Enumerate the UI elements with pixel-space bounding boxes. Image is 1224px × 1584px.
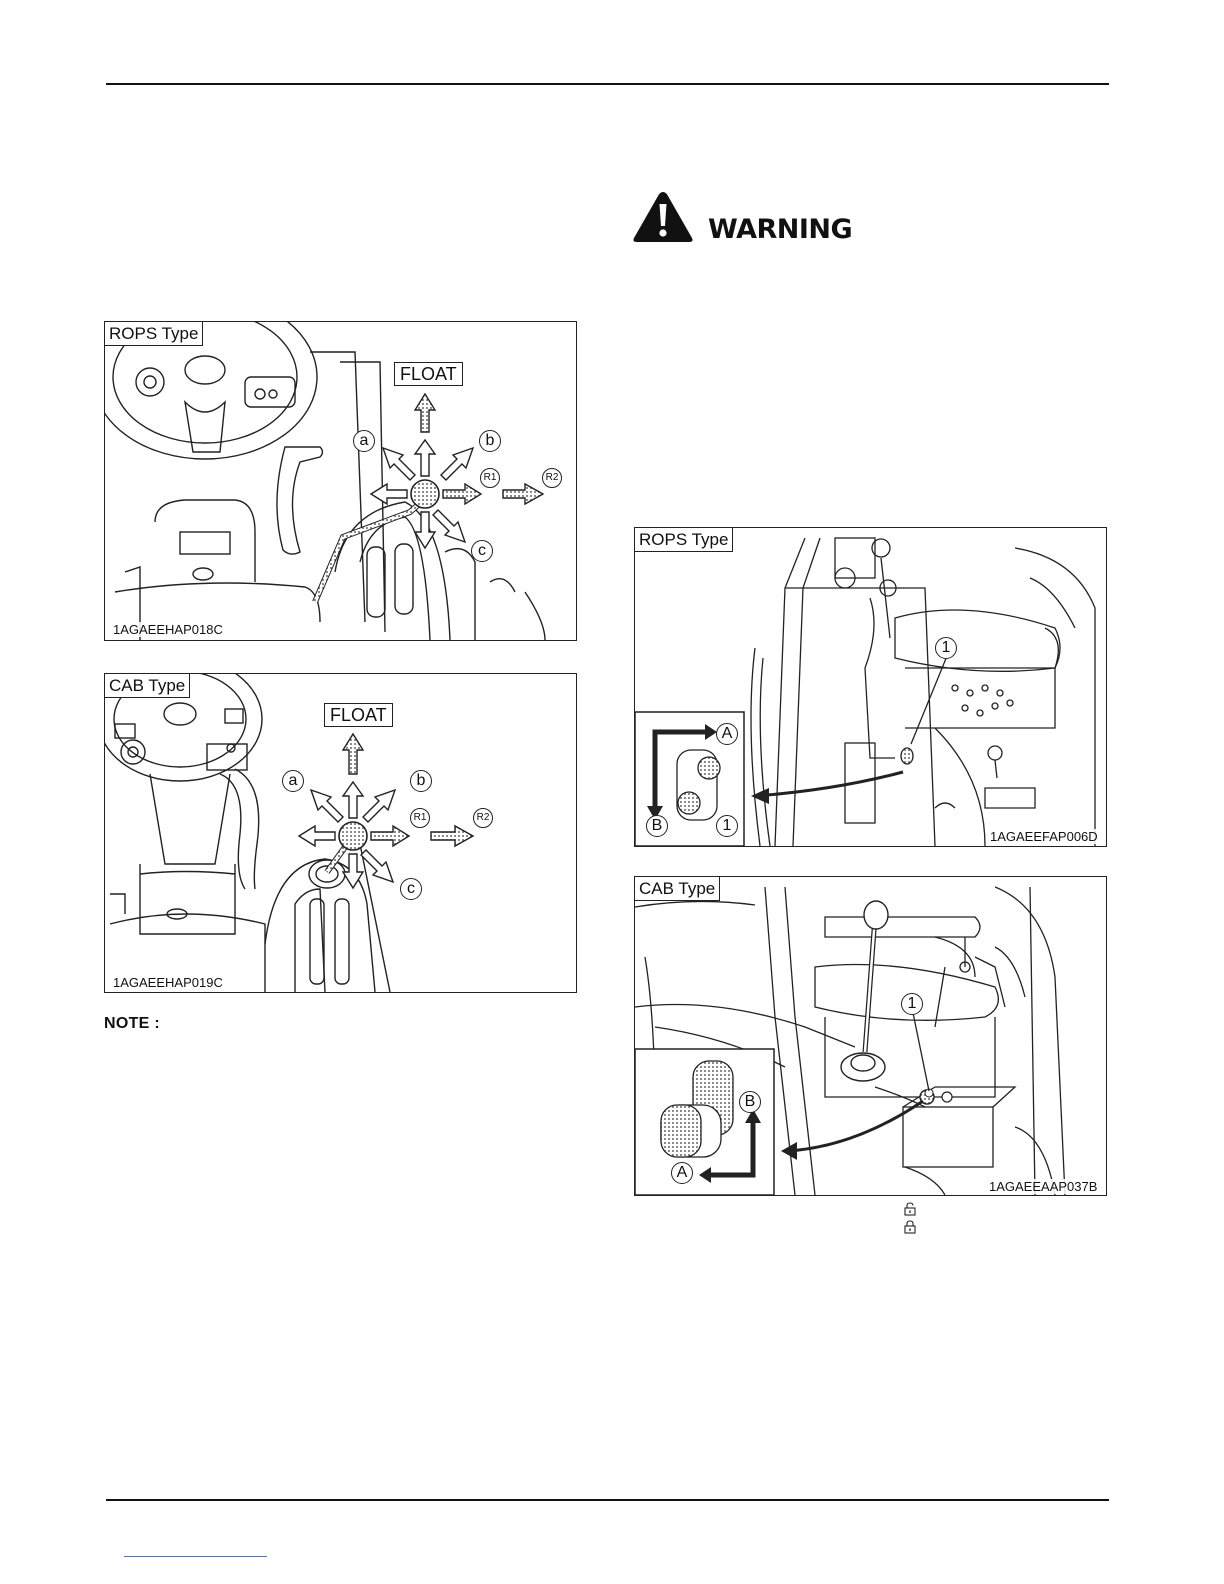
callout-1-marker: 1 <box>935 637 957 659</box>
position-r2-marker: R2 <box>542 468 562 488</box>
lock-icon <box>904 1220 916 1234</box>
figure-rops-lock <box>634 527 1107 847</box>
figure-tag: CAB Type <box>105 674 190 698</box>
figure-code: 1AGAEEHAP019C <box>113 975 223 990</box>
position-a-marker: a <box>282 770 304 792</box>
figure-rops-lever <box>104 321 577 641</box>
position-c-marker: c <box>400 878 422 900</box>
position-b-marker: b <box>410 770 432 792</box>
inset-b-marker: B <box>646 815 668 837</box>
position-b-marker: b <box>479 430 501 452</box>
inset-1-marker: 1 <box>716 815 738 837</box>
unlock-icon <box>904 1202 916 1216</box>
inset-a-marker: A <box>716 723 738 745</box>
cab-lock-illustration <box>635 877 1106 1195</box>
figure-code: 1AGAEEHAP018C <box>113 622 223 637</box>
figure-code: 1AGAEEAAP037B <box>989 1179 1098 1194</box>
footer-link[interactable] <box>124 1556 267 1557</box>
note-heading: NOTE : <box>104 1015 161 1032</box>
figure-cab-lock <box>634 876 1107 1196</box>
footer-rule <box>106 1499 1109 1501</box>
header-rule <box>106 83 1109 85</box>
warning-triangle-icon <box>632 190 694 244</box>
position-r1-marker: R1 <box>480 468 500 488</box>
rops-lock-illustration <box>635 528 1106 846</box>
float-label: FLOAT <box>324 703 393 727</box>
warning-label: WARNING <box>708 214 853 245</box>
figure-code: 1AGAEEFAP006D <box>990 829 1098 844</box>
figure-cab-lever <box>104 673 577 993</box>
position-r2-marker: R2 <box>473 808 493 828</box>
figure-tag: ROPS Type <box>105 322 203 346</box>
position-c-marker: c <box>471 540 493 562</box>
float-label: FLOAT <box>394 362 463 386</box>
figure-tag: CAB Type <box>635 877 720 901</box>
position-a-marker: a <box>353 430 375 452</box>
warning-heading <box>632 190 862 250</box>
inset-b-marker: B <box>739 1091 761 1113</box>
callout-1-marker: 1 <box>901 993 923 1015</box>
figure-tag: ROPS Type <box>635 528 733 552</box>
inset-a-marker: A <box>671 1162 693 1184</box>
rops-lever-illustration <box>105 322 576 640</box>
position-r1-marker: R1 <box>410 808 430 828</box>
